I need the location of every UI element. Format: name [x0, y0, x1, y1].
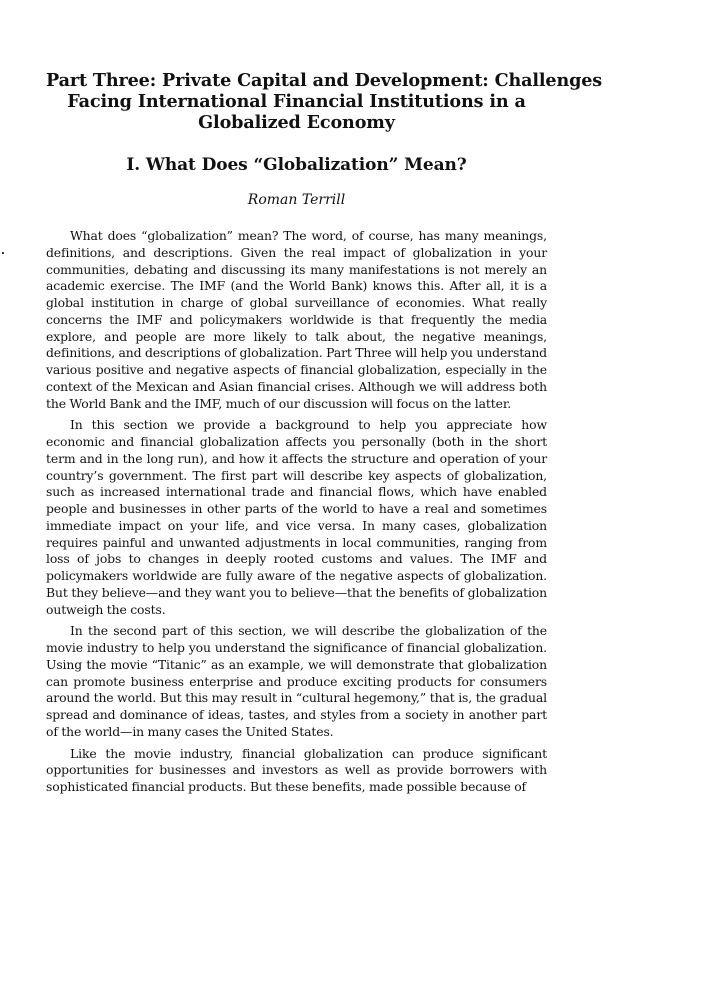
author-name: Roman Terrill [247, 192, 346, 208]
part-title-line: Part Three: Private Capital and Development: Challenges [46, 70, 603, 91]
document-page [46, 70, 603, 801]
part-title-line: Globalized Economy [198, 112, 395, 133]
paragraph: Like the movie industry, financial globalization can produce significant opportunities for businesses and investors as well as provide borrowers with sophisticated financial products. But these benefits, made possible because of [46, 745, 547, 794]
margin-speck [2, 252, 4, 254]
part-title-line: Facing International Financial Institutions in a [67, 91, 526, 112]
paragraph: In the second part of this section, we will describe the globalization of the movie industry to help you understand the significance of financial globalization. Using the movie “Titanic” as an example, we will demonstrate that globalization can promote business enterprise and produce exciting products for consumers around the world. But this may result in “cultural hegemony,” that is, the gradual spread and dominance of ideas, tastes, and styles from a society in another part of the world—in many cases the United States. [46, 623, 547, 739]
paragraph: What does “globalization” mean? The word, of course, has many meanings, definitions, and descriptions. Given the real impact of globalization in your communities, debating and discussing its many manifestations is not merely an academic exercise. The IMF (and the World Bank) knows this. After all, it is a global institution in charge of global surveillance of economies. What really concerns the IMF and policymakers worldwide is that frequently the media explore, and people are more likely to talk about, the negative meanings, definitions, and descriptions of globalization. Part Three will help you understand various positive and negative aspects of financial globalization, especially in the context of the Mexican and Asian financial crises. Although we will address both the World Bank and the IMF, much of our discussion will focus on the latter. [46, 228, 547, 411]
part-title [46, 70, 603, 133]
body-text [46, 228, 547, 796]
paragraph: In this section we provide a background to help you appreciate how economic and financial globalization affects you personally (both in the short term and in the long run), and how it affects the structure and operation of your country’s government. The first part will describe key aspects of globalization, such as increased international trade and financial flows, which have enabled people and businesses in other parts of the world to have a real and sometimes immediate impact on your life, and vice versa. In many cases, globalization requires painful and unwanted adjustments in local communities, ranging from loss of jobs to changes in deeply rooted customs and values. The IMF and policymakers worldwide are fully aware of the negative aspects of globalization. But they believe—and they want you to believe—that the benefits of globalization outweigh the costs. [46, 417, 547, 617]
section-title: I. What Does “Globalization” Mean? [126, 155, 467, 175]
